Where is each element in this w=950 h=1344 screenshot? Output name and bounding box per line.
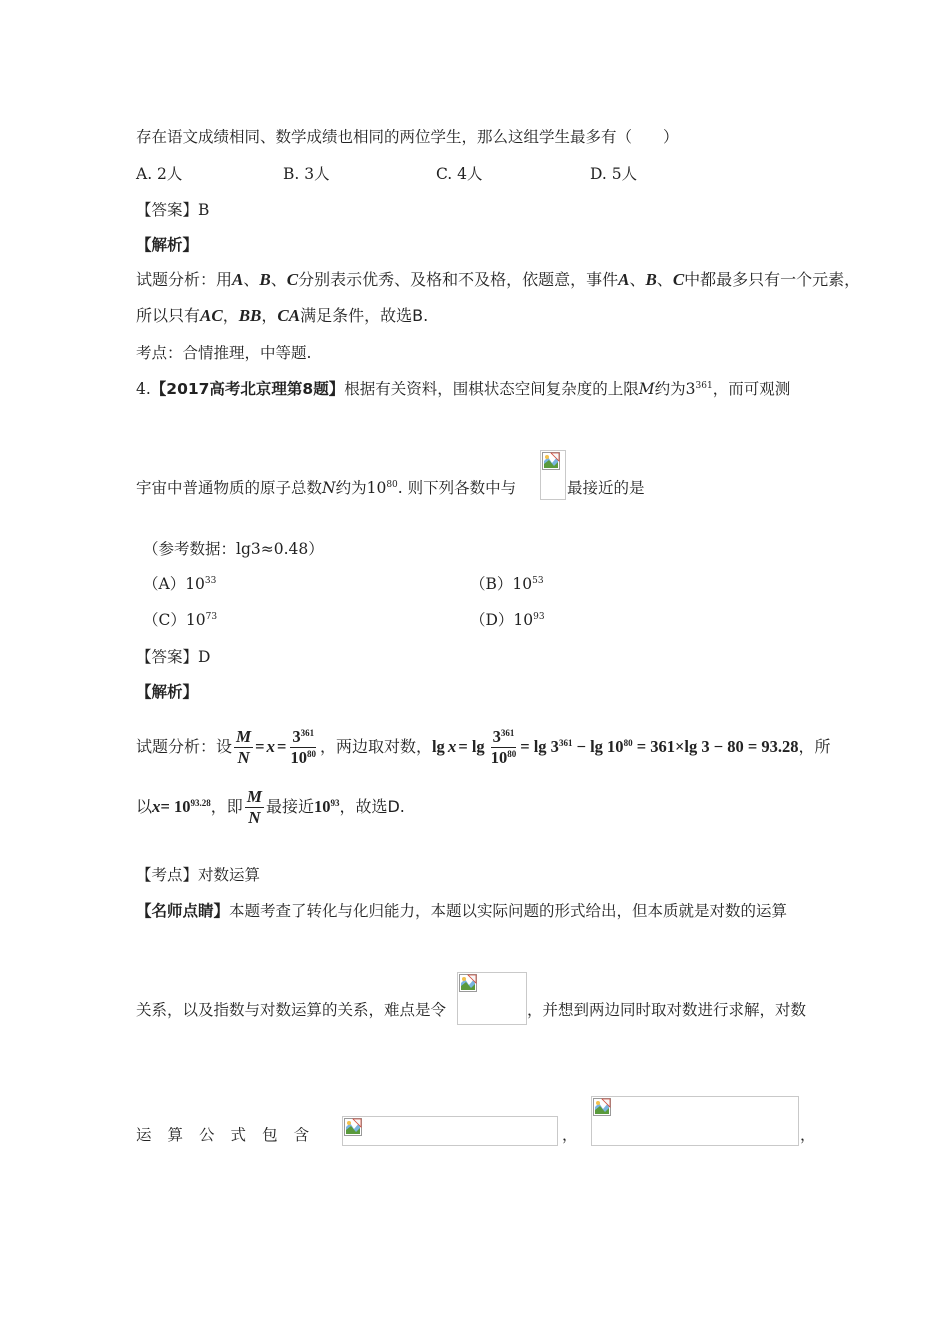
formula-image-log-rule-1 xyxy=(342,1116,558,1146)
math-var: CA xyxy=(277,306,301,325)
exponent: 361 xyxy=(695,381,713,391)
exponent: 361 xyxy=(300,727,315,738)
q3-option-d: D. 5人 xyxy=(590,165,638,183)
exponent: 93.28 xyxy=(190,798,211,808)
text: ，即 xyxy=(210,797,243,816)
q4-heading xyxy=(136,378,790,400)
base: 3 xyxy=(292,726,301,746)
text: ，而可观测 xyxy=(712,380,791,398)
denominator: N xyxy=(237,747,250,767)
option-label: （B）10 xyxy=(470,575,533,593)
exponent: 73 xyxy=(205,612,218,622)
base: 10 xyxy=(290,747,307,767)
text: 本题考查了转化与化归能力，本题以实际问题的形式给出，但本质就是对数的运算 xyxy=(229,902,788,920)
q4-analysis-label: 【解析】 xyxy=(136,683,199,701)
option-label: （A）10 xyxy=(143,575,205,593)
fraction-power xyxy=(288,727,318,768)
denominator xyxy=(288,748,318,768)
exponent: 33 xyxy=(204,576,217,586)
math-var: C xyxy=(672,270,685,289)
text: 根据有关资料，围棋状态空间复杂度的上限 xyxy=(344,380,639,398)
text: 最接近 xyxy=(265,797,314,816)
equals: = xyxy=(277,737,287,756)
base: 10 xyxy=(490,747,508,767)
math-expression xyxy=(314,796,340,818)
text: 、 xyxy=(270,270,287,289)
text: = 10 xyxy=(160,797,191,816)
q3-kaodian: 考点：合情推理，中等题. xyxy=(136,344,312,362)
q4-reference-data: （参考数据：lg3≈0.48） xyxy=(143,540,324,558)
text: 中都最多只有一个元素， xyxy=(684,270,861,289)
exponent: 93 xyxy=(533,612,545,622)
q4-analysis-line2 xyxy=(136,782,405,832)
option-label: （C）10 xyxy=(143,611,206,629)
exponent: 53 xyxy=(532,576,544,586)
numerator: M xyxy=(246,786,262,806)
numerator: M xyxy=(236,726,252,746)
text: = lg 3 xyxy=(520,737,559,756)
text: ，两边取对数， xyxy=(319,737,432,756)
option-label: （D）10 xyxy=(470,611,534,629)
char: 式 xyxy=(230,1126,247,1144)
text: 、 xyxy=(243,270,260,289)
char: 算 xyxy=(167,1126,184,1144)
text: 、 xyxy=(629,270,646,289)
numerator xyxy=(290,727,316,748)
text: − lg 10 xyxy=(572,737,624,756)
text: 约为3 xyxy=(654,380,696,398)
text: = 361×lg 3 − 80 = 93.28 xyxy=(632,737,799,756)
exponent: 80 xyxy=(386,480,398,490)
mingshi-tag: 【名师点睛】 xyxy=(136,902,230,920)
text: 10 xyxy=(313,797,331,816)
formula-image-log-rule-2 xyxy=(591,1096,799,1146)
q3-analysis-label: 【解析】 xyxy=(136,236,199,254)
equals-lg: = lg xyxy=(458,737,485,756)
q4-line2-tail: 最接近的是 xyxy=(567,479,645,497)
char: 公 xyxy=(199,1126,215,1144)
text: 试题分析：设 xyxy=(136,737,233,756)
q4-option-b xyxy=(470,573,544,595)
math-expression xyxy=(520,736,798,758)
math-var: B xyxy=(645,270,657,289)
q4-mingshi-line1 xyxy=(136,900,787,922)
fraction-m-over-n xyxy=(245,787,264,828)
exponent: 93 xyxy=(330,798,340,808)
exponent: 361 xyxy=(558,738,573,748)
text: 以 xyxy=(136,797,153,816)
math-var: x xyxy=(152,797,161,816)
q3-answer: 【答案】B xyxy=(136,201,210,219)
exponent: 361 xyxy=(500,727,515,738)
text: ， xyxy=(222,306,239,325)
q3-option-c: C. 4人 xyxy=(436,165,483,183)
fraction-m-over-n xyxy=(234,727,253,768)
denominator xyxy=(489,748,519,768)
text: 约为10 xyxy=(335,479,387,497)
fraction-power xyxy=(489,727,519,768)
text: 、 xyxy=(656,270,673,289)
text: 分别表示优秀、及格和不及格，依题意，事件 xyxy=(298,270,619,289)
equals: = xyxy=(255,737,265,756)
q4-analysis-line1 xyxy=(136,722,831,772)
math-var: A xyxy=(618,270,630,289)
q3-stem-tail: 存在语文成绩相同、数学成绩也相同的两位学生，那么这组学生最多有（ ） xyxy=(136,128,679,146)
math-expression xyxy=(161,796,211,818)
q4-kaodian: 【考点】对数运算 xyxy=(136,866,261,884)
source-tag: 【2017高考北京理第8题】 xyxy=(150,380,345,398)
math-var: M xyxy=(638,380,655,398)
text: 满足条件，故选B. xyxy=(300,306,429,325)
q3-analysis-line2 xyxy=(136,305,428,327)
broken-image-icon xyxy=(542,452,560,470)
char: 含 xyxy=(293,1126,310,1144)
char: 运 xyxy=(136,1126,152,1144)
broken-image-icon xyxy=(459,974,477,992)
math-var: B xyxy=(259,270,271,289)
text: ，所 xyxy=(798,737,831,756)
q4-formula-line xyxy=(136,1124,309,1146)
q4-answer: 【答案】D xyxy=(136,648,211,666)
q3-analysis-line1 xyxy=(136,269,860,291)
q4-line2 xyxy=(136,477,516,499)
math-var: A xyxy=(232,270,244,289)
text: 宇宙中普通物质的原子总数 xyxy=(136,479,323,497)
base: 3 xyxy=(492,726,501,746)
exponent: 80 xyxy=(623,738,633,748)
char: 包 xyxy=(262,1126,278,1144)
math-var: AC xyxy=(200,306,223,325)
text: 试题分析：用 xyxy=(136,270,233,289)
math-var: N xyxy=(322,479,336,497)
lg-operator: lg xyxy=(431,737,445,756)
text: ， xyxy=(261,306,278,325)
math-var: C xyxy=(286,270,299,289)
q3-option-a: A. 2人 xyxy=(136,165,183,183)
numerator xyxy=(491,727,517,748)
q4-option-c xyxy=(143,609,217,631)
q3-option-b: B. 3人 xyxy=(283,165,330,183)
question-number: 4. xyxy=(136,380,151,398)
q4-option-d xyxy=(470,609,545,631)
math-var: BB xyxy=(238,306,262,325)
text: ，故选D. xyxy=(339,797,405,816)
q4-mingshi-line2a: 关系，以及指数与对数运算的关系，难点是令 xyxy=(136,1001,447,1019)
exponent: 80 xyxy=(507,748,517,759)
text: 所以只有 xyxy=(136,306,201,325)
math-var: x xyxy=(266,737,276,756)
exponent: 80 xyxy=(306,748,316,759)
formula-image-let-x xyxy=(457,972,527,1025)
comma: ， xyxy=(562,1126,578,1144)
denominator: N xyxy=(248,807,261,827)
math-var: x xyxy=(447,737,457,756)
broken-image-icon xyxy=(344,1118,362,1136)
formula-image-m-over-n xyxy=(540,450,566,500)
q4-mingshi-line2b: ，并想到两边同时取对数进行求解，对数 xyxy=(527,1001,807,1019)
broken-image-icon xyxy=(593,1098,611,1116)
q4-option-a xyxy=(143,573,216,595)
comma: ， xyxy=(800,1126,816,1144)
text: . 则下列各数中与 xyxy=(397,479,517,497)
